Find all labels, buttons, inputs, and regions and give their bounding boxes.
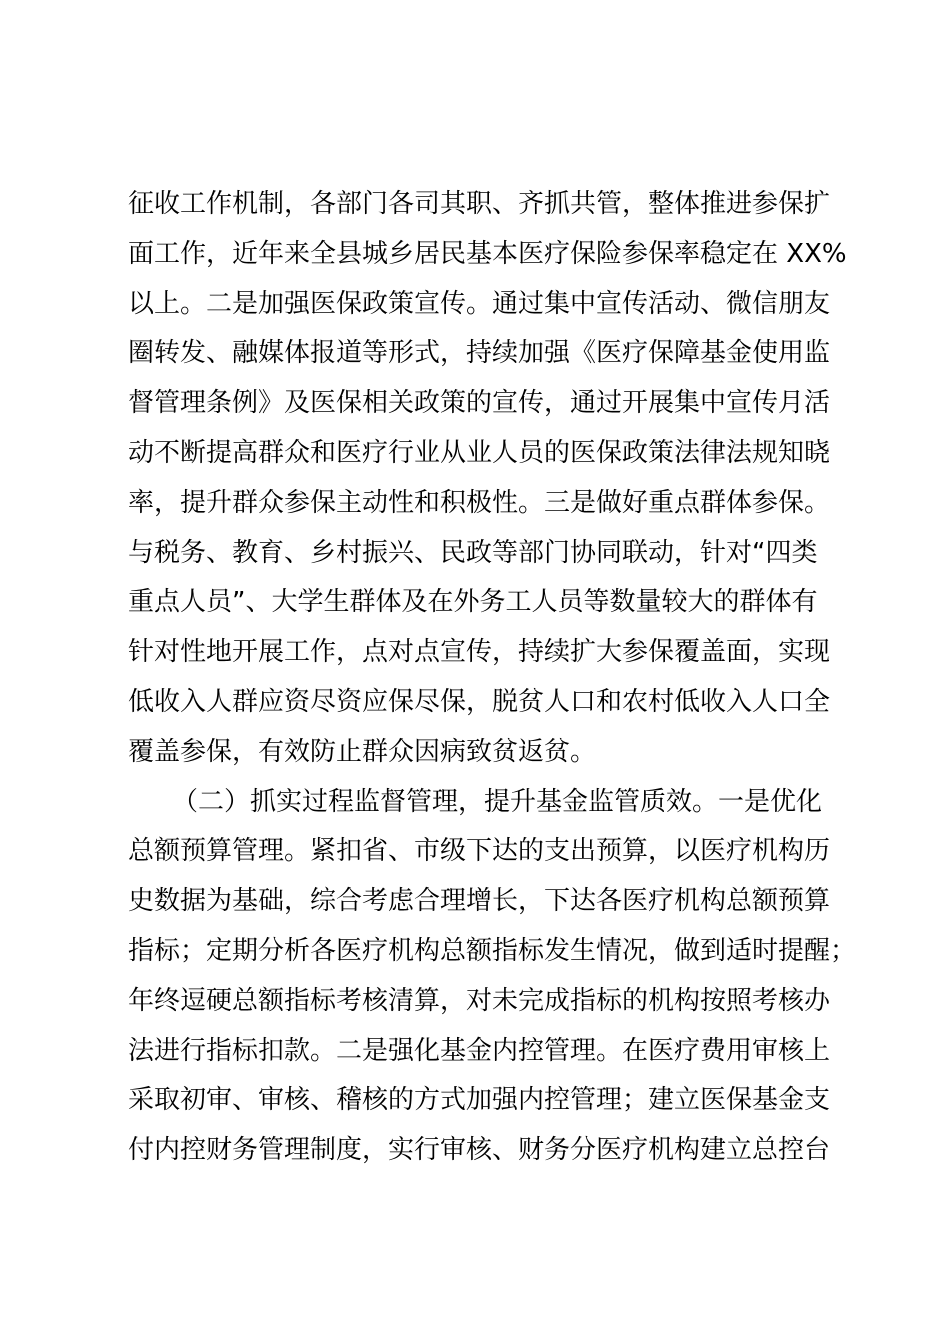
- body-text: [128, 180, 868, 1176]
- text-line: 率，提升群众参保主动性和积极性。三是做好重点群体参保。: [128, 487, 831, 518]
- text-line: 付内控财务管理制度，实行审核、财务分医疗机构建立总控台: [128, 1135, 831, 1166]
- text-line: 低收入人群应资尽资应保尽保，脱贫人口和农村低收入人口全: [128, 686, 831, 717]
- section-heading-line: （二）抓实过程监督管理，提升基金监管质效。一是优化: [172, 786, 823, 817]
- text-line: 重点人员”、大学生群体及在外务工人员等数量较大的群体有: [128, 587, 818, 618]
- text-line: 动不断提高群众和医疗行业从业人员的医保政策法律法规知晓: [128, 437, 831, 468]
- text-line: 与税务、教育、乡村振兴、民政等部门协同联动，针对“四类: [128, 537, 818, 568]
- text-line: 史数据为基础，综合考虑合理增长，下达各医疗机构总额预算: [128, 886, 831, 917]
- text-line: 以上。二是加强医保政策宣传。通过集中宣传活动、微信朋友: [128, 288, 831, 319]
- text-line: 征收工作机制，各部门各司其职、齐抓共管，整体推进参保扩: [128, 189, 831, 219]
- text-line: 针对性地开展工作，点对点宣传，持续扩大参保覆盖面，实现: [128, 637, 831, 668]
- text-line: 覆盖参保，有效防止群众因病致贫返贫。: [128, 736, 597, 767]
- text-line: 年终逗硬总额指标考核清算，对未完成指标的机构按照考核办: [128, 985, 831, 1016]
- text-line: 采取初审、审核、稽核的方式加强内控管理；建立医保基金支: [128, 1085, 831, 1116]
- text-line: 督管理条例》及医保相关政策的宣传，通过开展集中宣传月活: [128, 388, 831, 419]
- text-line: 总额预算管理。紧扣省、市级下达的支出预算，以医疗机构历: [128, 836, 831, 867]
- text-line: 圈转发、融媒体报道等形式，持续加强《医疗保障基金使用监: [128, 338, 831, 369]
- text-line: 面工作，近年来全县城乡居民基本医疗保险参保率稳定在 XX%: [128, 238, 847, 269]
- text-line: 指标；定期分析各医疗机构总额指标发生情况，做到适时提醒；: [128, 935, 857, 966]
- text-line: 法进行指标扣款。二是强化基金内控管理。在医疗费用审核上: [128, 1035, 831, 1066]
